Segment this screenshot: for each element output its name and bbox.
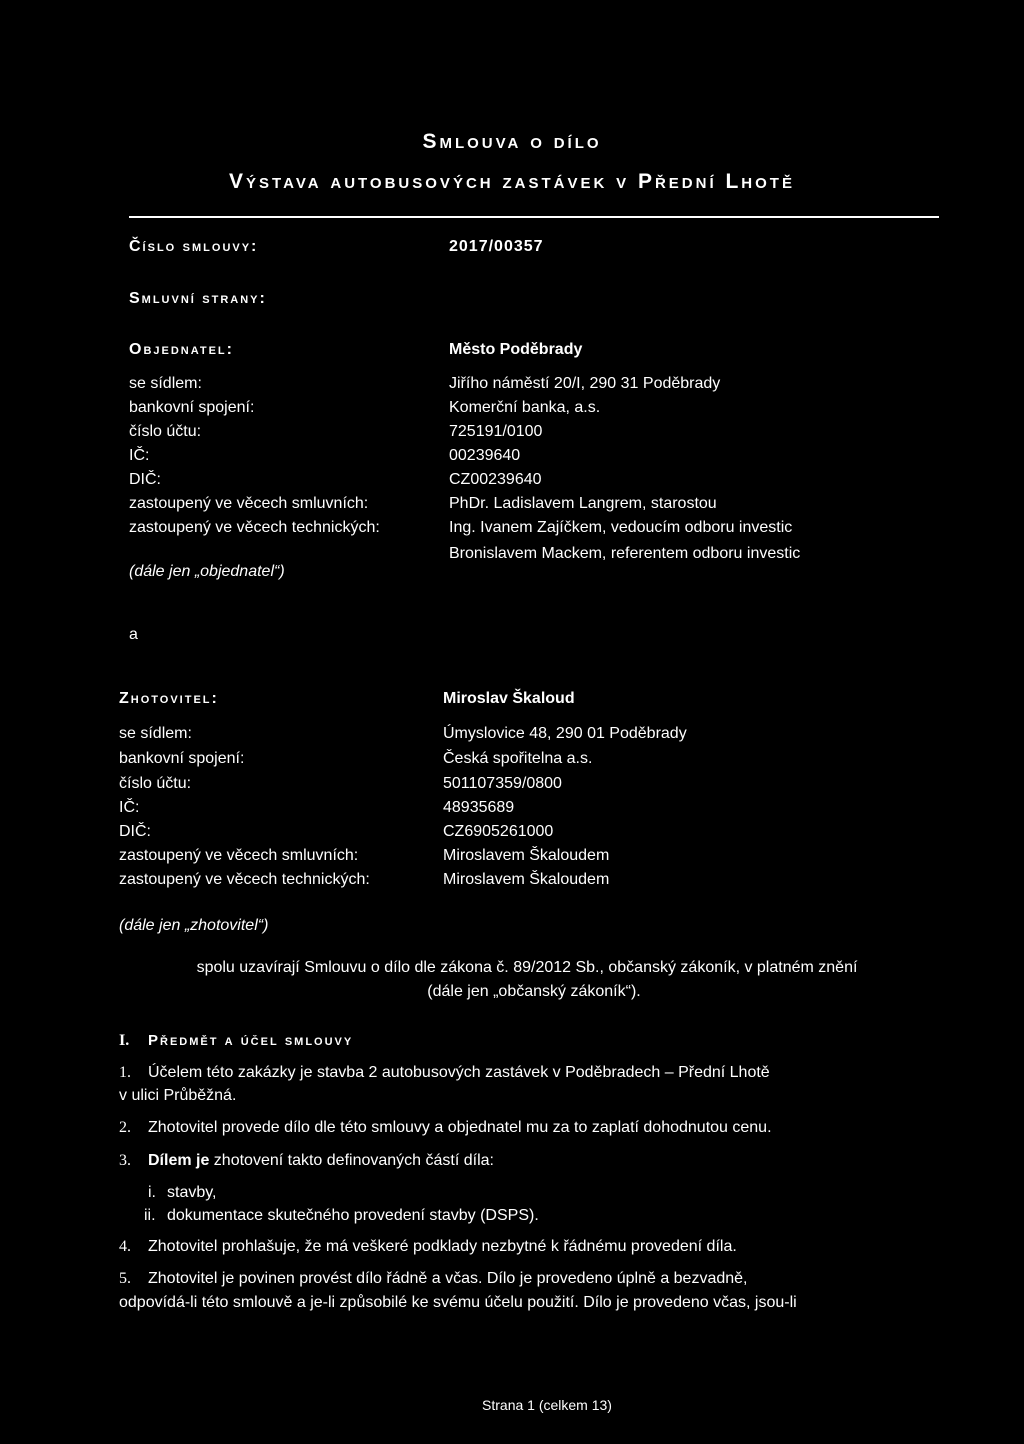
document-title: Smlouva o dílo bbox=[422, 130, 602, 153]
objednatel-note: (dále jen „objednatel“) bbox=[129, 563, 285, 580]
conjunction: a bbox=[129, 626, 138, 643]
objednatel-dic-value: CZ00239640 bbox=[449, 471, 542, 488]
objednatel-tech-rep-value-2: Bronislavem Mackem, referentem odboru investic bbox=[449, 545, 801, 562]
objednatel-account-label: číslo účtu: bbox=[129, 423, 202, 440]
zhotovitel-name: Miroslav Škaloud bbox=[443, 690, 575, 707]
title-divider bbox=[129, 216, 939, 218]
subitem-i-number: i. bbox=[148, 1184, 156, 1201]
objednatel-dic-label: DIČ: bbox=[129, 471, 161, 488]
zhotovitel-seat-label: se sídlem: bbox=[119, 725, 192, 742]
item-3-text bbox=[148, 1152, 494, 1170]
item-5-line-2: odpovídá-li této smlouvě a je-li způsobilé ke svému účelu použití. Dílo je provedeno včas, jsou-li bbox=[119, 1294, 797, 1311]
objednatel-seat-value: Jiřího náměstí 20/I, 290 31 Poděbrady bbox=[449, 375, 721, 392]
agreement-line-2: (dále jen „občanský zákoník“). bbox=[427, 983, 641, 1000]
zhotovitel-contract-rep-value: Miroslavem Škaloudem bbox=[443, 847, 610, 864]
objednatel-contract-rep-label: zastoupený ve věcech smluvních: bbox=[129, 495, 369, 512]
zhotovitel-tech-rep-value: Miroslavem Škaloudem bbox=[443, 871, 610, 888]
zhotovitel-seat-value: Úmyslovice 48, 290 01 Poděbrady bbox=[443, 725, 687, 742]
item-4-number: 4. bbox=[119, 1238, 131, 1255]
zhotovitel-note: (dále jen „zhotovitel“) bbox=[119, 917, 269, 934]
zhotovitel-bank-label: bankovní spojení: bbox=[119, 750, 245, 767]
item-3-rest: zhotovení takto definovaných částí díla: bbox=[209, 1152, 494, 1169]
objednatel-ic-label: IČ: bbox=[129, 447, 150, 464]
item-4-text: Zhotovitel prohlašuje, že má veškeré podklady nezbytné k řádnému provedení díla. bbox=[148, 1238, 737, 1255]
section-1-number: I. bbox=[119, 1032, 130, 1049]
section-1-title: Předmět a účel smlouvy bbox=[148, 1032, 354, 1049]
subitem-ii-number: ii. bbox=[144, 1207, 156, 1224]
item-2-number: 2. bbox=[119, 1119, 131, 1136]
item-3-number: 3. bbox=[119, 1152, 131, 1169]
objednatel-seat-label: se sídlem: bbox=[129, 375, 202, 392]
zhotovitel-ic-value: 48935689 bbox=[443, 799, 515, 816]
zhotovitel-ic-label: IČ: bbox=[119, 799, 140, 816]
objednatel-contract-rep-value: PhDr. Ladislavem Langrem, starostou bbox=[449, 495, 717, 512]
contract-number-label: Číslo smlouvy: bbox=[129, 238, 259, 255]
item-3-bold-part: Dílem je bbox=[148, 1152, 210, 1169]
objednatel-tech-rep-value: Ing. Ivanem Zajíčkem, vedoucím odboru investic bbox=[449, 519, 793, 536]
objednatel-bank-label: bankovní spojení: bbox=[129, 399, 255, 416]
zhotovitel-bank-value: Česká spořitelna a.s. bbox=[443, 750, 593, 767]
item-5-line-1: Zhotovitel je povinen provést dílo řádně a včas. Dílo je provedeno úplně a bezvadně, bbox=[148, 1270, 748, 1287]
zhotovitel-dic-value: CZ6905261000 bbox=[443, 823, 554, 840]
page-footer: Strana 1 (celkem 13) bbox=[482, 1397, 612, 1413]
objednatel-ic-value: 00239640 bbox=[449, 447, 521, 464]
objednatel-name: Město Poděbrady bbox=[449, 341, 583, 358]
parties-label: Smluvní strany: bbox=[129, 290, 267, 307]
objednatel-account-value: 725191/0100 bbox=[449, 423, 543, 440]
document-subtitle: Výstava autobusových zastávek v Přední Lhotě bbox=[229, 170, 795, 193]
agreement-line-1: spolu uzavírají Smlouvu o dílo dle zákona č. 89/2012 Sb., občanský zákoník, v platném znění bbox=[196, 959, 858, 976]
objednatel-tech-rep-label: zastoupený ve věcech technických: bbox=[129, 519, 380, 536]
item-1-line-1: Účelem této zakázky je stavba 2 autobusových zastávek v Poděbradech – Přední Lhotě bbox=[148, 1064, 770, 1081]
zhotovitel-account-label: číslo účtu: bbox=[119, 775, 192, 792]
item-1-line-2: v ulici Průběžná. bbox=[119, 1087, 237, 1104]
zhotovitel-account-value: 501107359/0800 bbox=[443, 775, 562, 792]
zhotovitel-dic-label: DIČ: bbox=[119, 823, 151, 840]
zhotovitel-contract-rep-label: zastoupený ve věcech smluvních: bbox=[119, 847, 359, 864]
item-5-number: 5. bbox=[119, 1270, 131, 1287]
subitem-ii-text: dokumentace skutečného provedení stavby (DSPS). bbox=[167, 1207, 539, 1224]
contract-number: 2017/00357 bbox=[449, 238, 544, 255]
objednatel-bank-value: Komerční banka, a.s. bbox=[449, 399, 601, 416]
objednatel-heading: Objednatel: bbox=[129, 341, 234, 358]
subitem-i-text: stavby, bbox=[167, 1184, 217, 1201]
item-2-text: Zhotovitel provede dílo dle této smlouvy a objednatel mu za to zaplatí dohodnutou cenu. bbox=[148, 1119, 772, 1136]
zhotovitel-tech-rep-label: zastoupený ve věcech technických: bbox=[119, 871, 370, 888]
zhotovitel-heading: Zhotovitel: bbox=[119, 690, 219, 707]
item-1-number: 1. bbox=[119, 1064, 131, 1081]
